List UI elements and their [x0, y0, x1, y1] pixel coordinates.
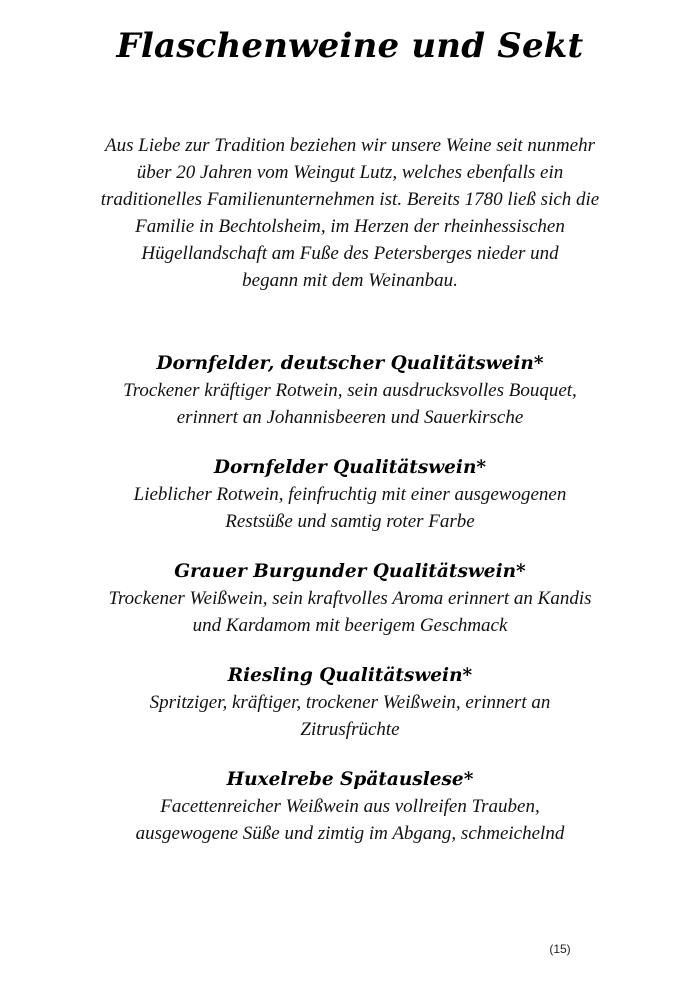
wine-description-line: Zitrusfrüchte: [300, 719, 400, 740]
wine-description-line: Trockener kräftiger Rotwein, sein ausdrucksvolles Bouquet,: [123, 380, 577, 401]
wine-name: Huxelrebe Spätauslese*: [226, 769, 474, 790]
wine-description: [20, 377, 680, 431]
wine-item: [20, 662, 680, 743]
page-title: Flaschenweine und Sekt: [116, 26, 584, 66]
intro-paragraph: [40, 132, 660, 294]
wine-description: [20, 793, 680, 847]
wine-description: [20, 689, 680, 743]
intro-line: Hügellandschaft am Fuße des Petersberges nieder und: [141, 243, 559, 264]
wine-item: [20, 350, 680, 431]
intro-line: Aus Liebe zur Tradition beziehen wir unsere Weine seit nunmehr: [105, 135, 595, 156]
wine-description-line: Trockener Weißwein, sein kraftvolles Aroma erinnert an Kandis: [108, 588, 592, 609]
wine-description-line: Spritziger, kräftiger, trockener Weißwein, erinnert an: [149, 692, 551, 713]
wine-name: Grauer Burgunder Qualitätswein*: [174, 561, 526, 582]
wine-description: [20, 585, 680, 639]
wine-description-line: Facettenreicher Weißwein aus vollreifen Trauben,: [160, 796, 540, 817]
wine-item: [20, 766, 680, 847]
intro-line: über 20 Jahren vom Weingut Lutz, welches ebenfalls ein: [136, 162, 564, 183]
intro-line: Familie in Bechtolsheim, im Herzen der rheinhessischen: [135, 216, 565, 237]
page-number: (15): [549, 942, 571, 956]
wine-name: Riesling Qualitätswein*: [227, 665, 473, 686]
wine-description-line: erinnert an Johannisbeeren und Sauerkirsche: [176, 407, 524, 428]
wine-item: [20, 558, 680, 639]
wine-name: Dornfelder, deutscher Qualitätswein*: [156, 353, 544, 374]
wine-list: [20, 350, 680, 870]
intro-line: begann mit dem Weinanbau.: [242, 270, 458, 291]
wine-name: Dornfelder Qualitätswein*: [213, 457, 487, 478]
wine-description: [20, 481, 680, 535]
wine-item: [20, 454, 680, 535]
wine-description-line: Restsüße und samtig roter Farbe: [225, 511, 475, 532]
wine-description-line: und Kardamom mit beerigem Geschmack: [192, 615, 508, 636]
wine-description-line: Lieblicher Rotwein, feinfruchtig mit einer ausgewogenen: [133, 484, 567, 505]
wine-description-line: ausgewogene Süße und zimtig im Abgang, schmeichelnd: [135, 823, 565, 844]
intro-line: traditionelles Familienunternehmen ist. Bereits 1780 ließ sich die: [100, 189, 600, 210]
